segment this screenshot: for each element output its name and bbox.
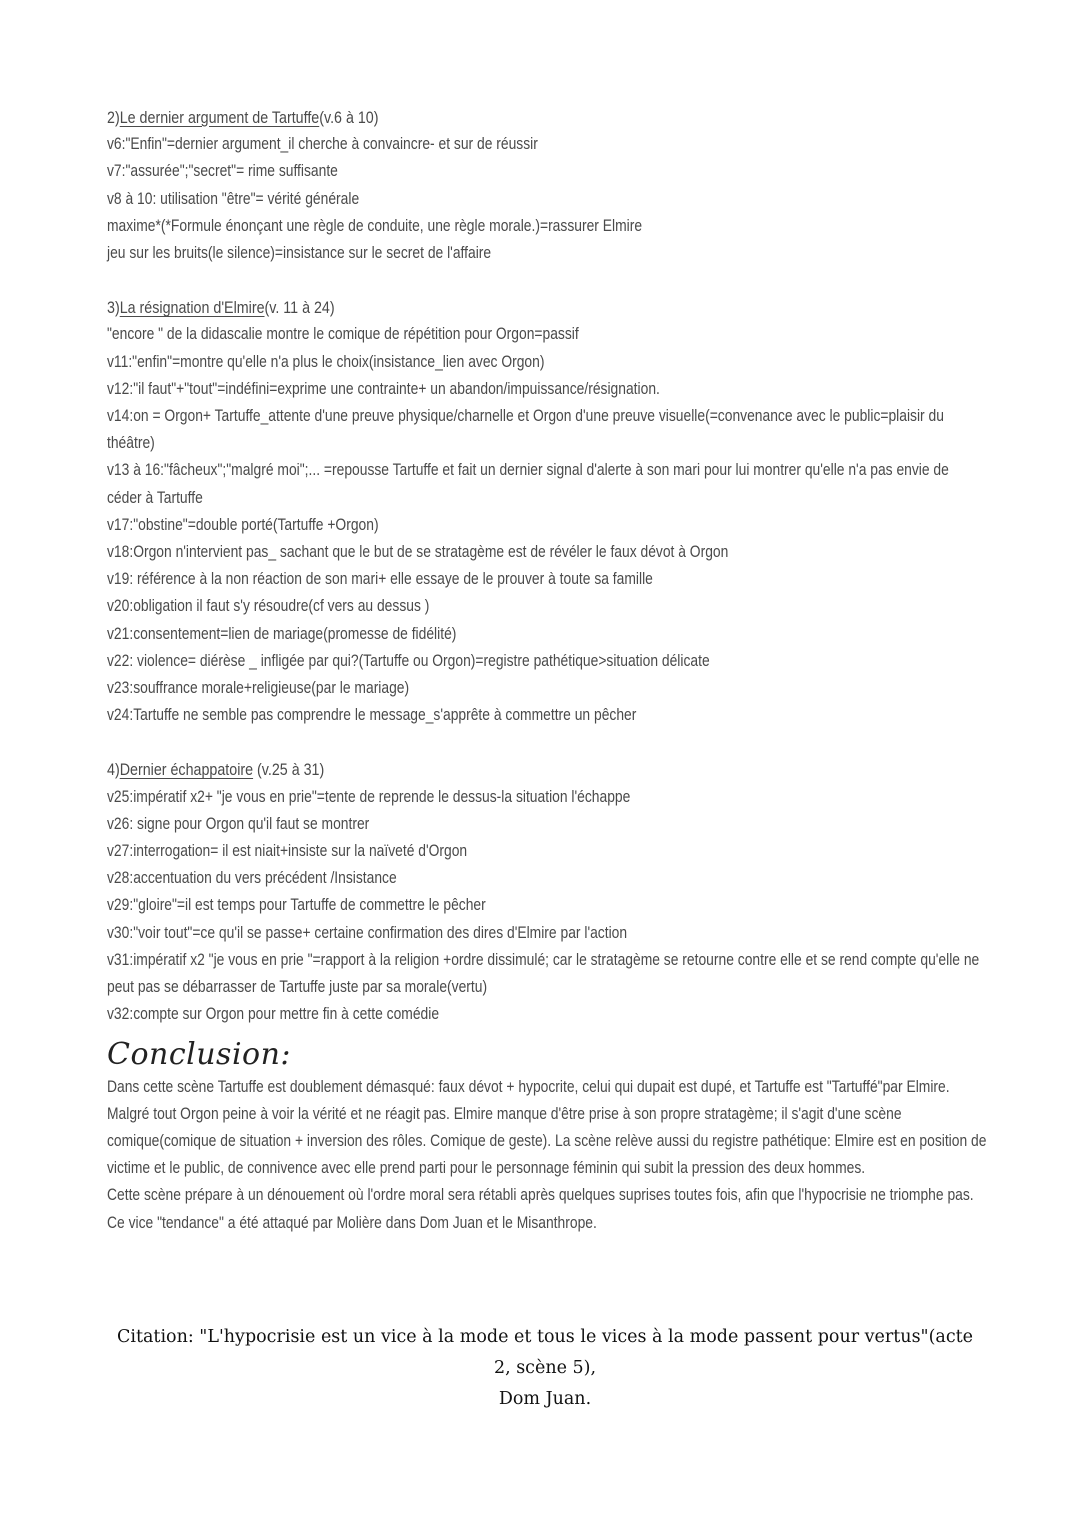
section-4-heading	[107, 756, 846, 783]
note-line: v25:impératif x2+ "je vous en prie"=tente de reprende le dessus-la situation l'échappe	[107, 787, 631, 806]
note-line: v24:Tartuffe ne semble pas comprendre le message_s'apprête à commettre un pêcher	[107, 706, 637, 725]
note-line: v8 à 10: utilisation "être"= vérité générale	[107, 189, 360, 208]
section-2-number: 2)	[107, 108, 120, 127]
note-line: v28:accentuation du vers précédent /Insistance	[107, 869, 397, 888]
note-line: v11:"enfin"=montre qu'elle n'a plus le choix(insistance_lien avec Orgon)	[107, 352, 545, 371]
note-line: v30:"voir tout"=ce qu'il se passe+ certaine confirmation des dires d'Elmire par l'action	[107, 923, 628, 942]
note-line: v22: violence= diérèse _ infligée par qui?(Tartuffe ou Orgon)=registre pathétique>situation délicate	[107, 651, 710, 670]
note-line: v32:compte sur Orgon pour mettre fin à cette comédie	[107, 1005, 440, 1024]
section-3-heading	[107, 294, 846, 321]
conclusion-body	[107, 1074, 987, 1237]
note-line: v18:Orgon n'intervient pas_ sachant que le but de se stratagème est de révéler le faux dévot à Orgon	[107, 543, 729, 562]
section-2-range: (v.6 à 10)	[319, 108, 379, 127]
note-line: v31:impératif x2 "je vous en prie "=rapport à la religion +ordre dissimulé; car le stratagème se retourne contre elle et se rend compte qu'elle ne peut pas se débarrasser de Tartuffe juste par sa morale(vertu)	[107, 950, 980, 997]
note-line: v27:interrogation= il est niait+insiste sur la naïveté d'Orgon	[107, 842, 468, 861]
note-line: v14:on = Orgon+ Tartuffe_attente d'une preuve physique/charnelle et Orgon d'une preuve visuelle(=convenance avec le public=plaisir du théâtre)	[107, 407, 944, 453]
conclusion-paragraph: Dans cette scène Tartuffe est doublement démasqué: faux dévot + hypocrite, celui qui dupait est dupé, et Tartuffe est "Tartuffé"par Elmire. Malgré tout Orgon peine à voir la vérité et ne réagit pas. Elmire manque d'être prise à son propre stratagème; il s'agit d'une scène comique(comique de situation + inversion des rôles. Comique de geste). La scène relève aussi du registre pathétique: Elmire est en position de victime et le public, de connivence avec elle prend parti pour le personnage féminin qui subit la pression des deux hommes.	[107, 1077, 987, 1178]
section-3-title: La résignation d'Elmire	[119, 298, 265, 318]
citation-source: Dom Juan.	[498, 1389, 592, 1409]
section-3-range: (v. 11 à 24)	[264, 298, 335, 318]
section-2-heading	[107, 104, 846, 131]
conclusion-paragraph: Cette scène prépare à un dénouement où l'ordre moral sera rétabli après quelques suprises toutes fois, afin que l'hypocrisie ne triomphe pas. Ce vice "tendance" a été attaqué par Molière dans Dom Juan et le Misanthrope.	[107, 1186, 974, 1232]
note-line: v21:consentement=lien de mariage(promesse de fidélité)	[107, 624, 457, 643]
note-line: "encore " de la didascalie montre le comique de répétition pour Orgon=passif	[107, 325, 579, 344]
note-line: v12:"il faut"+"tout"=indéfini=exprime une contrainte+ un abandon/impuissance/résignation.	[107, 379, 660, 398]
note-line: v6:"Enfin"=dernier argument_il cherche à convaincre- et sur de réussir	[107, 135, 538, 154]
section-2-title: Le dernier argument de Tartuffe	[119, 108, 320, 127]
note-line: maxime*(*Formule énonçant une règle de conduite, une règle morale.)=rassurer Elmire	[107, 216, 643, 235]
note-line: v23:souffrance morale+religieuse(par le mariage)	[107, 679, 410, 698]
spacer	[107, 729, 987, 756]
section-3-number: 3)	[107, 298, 120, 318]
note-line: v13 à 16:"fâcheux";"malgré moi";... =repousse Tartuffe et fait un dernier signal d'alerte à son mari pour lui montrer qu'elle n'a pas envie de céder à Tartuffe	[107, 461, 949, 507]
citation-block	[110, 1322, 980, 1415]
section-4-number: 4)	[107, 760, 120, 780]
note-line: v29:"gloire"=il est temps pour Tartuffe de commettre le pêcher	[107, 896, 486, 915]
citation-text: Citation: "L'hypocrisie est un vice à la mode et tous le vices à la mode passent pour vertus"(acte 2, scène 5),	[116, 1327, 974, 1378]
notes-content	[107, 104, 987, 1237]
section-4-range: (v.25 à 31)	[253, 760, 325, 780]
conclusion-heading: Conclusion:	[107, 1036, 292, 1072]
note-line: v19: référence à la non réaction de son mari+ elle essaye de le prouver à toute sa famille	[107, 570, 653, 589]
section-4-title: Dernier échappatoire	[119, 760, 254, 780]
note-line: v20:obligation il faut s'y résoudre(cf vers au dessus )	[107, 597, 430, 616]
note-line: v17:"obstine"=double porté(Tartuffe +Orgon)	[107, 515, 379, 534]
note-line: v26: signe pour Orgon qu'il faut se montrer	[107, 814, 370, 833]
note-line: v7:"assurée";"secret"= rime suffisante	[107, 162, 338, 181]
spacer	[107, 267, 987, 294]
note-line: jeu sur les bruits(le silence)=insistance sur le secret de l'affaire	[107, 244, 492, 263]
